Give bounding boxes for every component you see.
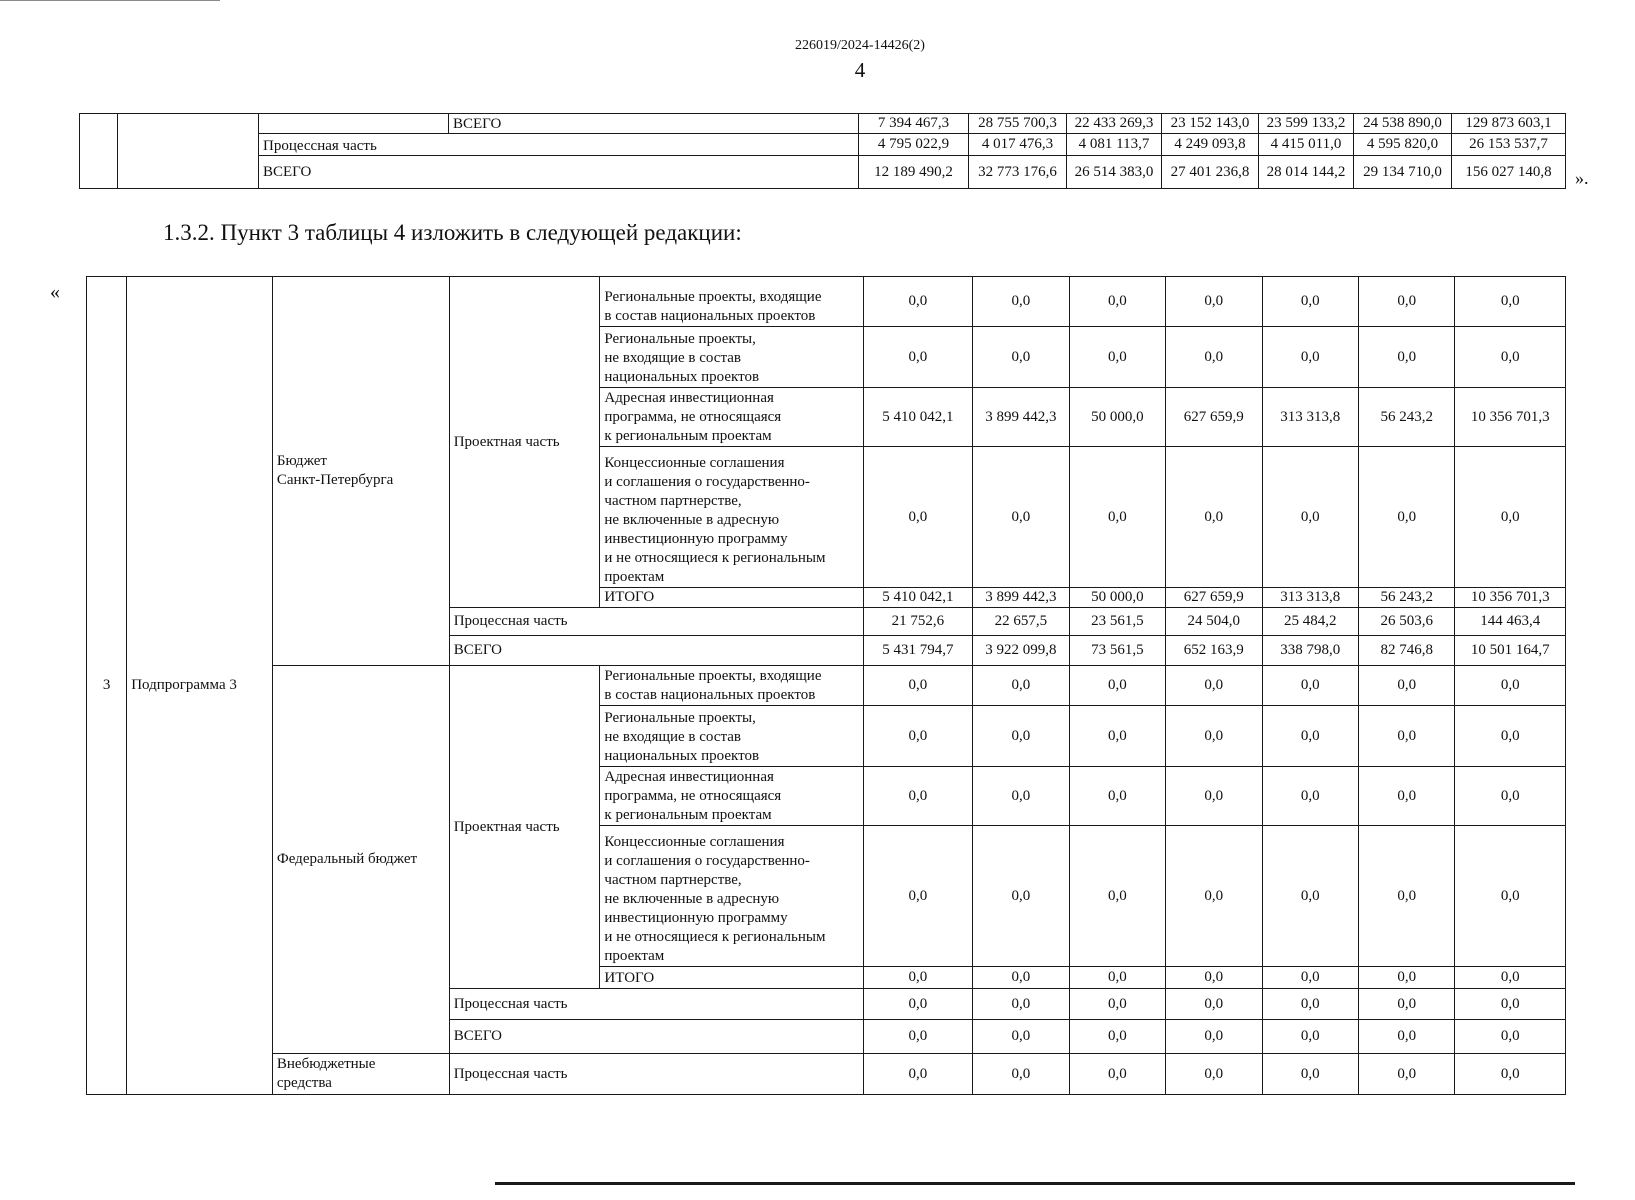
value-cell: 627 659,9 bbox=[1166, 588, 1262, 608]
value-cell: 0,0 bbox=[1166, 327, 1262, 388]
value-cell: 12 189 490,2 bbox=[859, 156, 969, 189]
value-cell: 0,0 bbox=[973, 666, 1069, 706]
subprogram-funding-table bbox=[86, 276, 1566, 1095]
value-cell: 0,0 bbox=[1166, 989, 1262, 1020]
value-cell: 22 433 269,3 bbox=[1067, 114, 1162, 134]
value-cell: 0,0 bbox=[1262, 767, 1358, 826]
value-cell: 4 415 011,0 bbox=[1259, 134, 1354, 156]
continuation-table bbox=[79, 113, 1566, 189]
value-cell: 0,0 bbox=[863, 1020, 973, 1054]
value-cell: 0,0 bbox=[973, 447, 1069, 588]
value-cell: 0,0 bbox=[973, 277, 1069, 327]
value-cell: 3 922 099,8 bbox=[973, 636, 1069, 666]
value-cell: 27 401 236,8 bbox=[1162, 156, 1259, 189]
value-cell: 0,0 bbox=[1069, 826, 1165, 967]
value-cell: 0,0 bbox=[1262, 277, 1358, 327]
blank-cell bbox=[259, 114, 449, 134]
value-cell: 0,0 bbox=[863, 967, 973, 989]
value-cell: 0,0 bbox=[1262, 989, 1358, 1020]
value-cell: 0,0 bbox=[1455, 706, 1566, 767]
value-cell: 313 313,8 bbox=[1262, 388, 1358, 447]
value-cell: 0,0 bbox=[1166, 767, 1262, 826]
value-cell: 0,0 bbox=[1069, 666, 1165, 706]
row-label: ВСЕГО bbox=[259, 156, 859, 189]
total-label: ВСЕГО bbox=[449, 1020, 863, 1054]
value-cell: 4 795 022,9 bbox=[859, 134, 969, 156]
page-number: 4 bbox=[854, 58, 866, 82]
opening-quote: « bbox=[50, 281, 60, 303]
value-cell: 0,0 bbox=[863, 447, 973, 588]
value-cell: 29 134 710,0 bbox=[1354, 156, 1452, 189]
value-cell: 50 000,0 bbox=[1069, 388, 1165, 447]
project-category-label: Концессионные соглашения и соглашения о государственно- частном партнерстве, не включенные в адресную инвестиционную программу и не относящиеся к региональным проектам bbox=[600, 447, 863, 588]
value-cell: 56 243,2 bbox=[1358, 388, 1454, 447]
value-cell: 4 081 113,7 bbox=[1067, 134, 1162, 156]
value-cell: 0,0 bbox=[1069, 767, 1165, 826]
value-cell: 0,0 bbox=[1069, 989, 1165, 1020]
project-category-label: Адресная инвестиционная программа, не относящаяся к региональным проектам bbox=[600, 767, 863, 826]
value-cell: 0,0 bbox=[1262, 447, 1358, 588]
project-category-label: Адресная инвестиционная программа, не относящаяся к региональным проектам bbox=[600, 388, 863, 447]
value-cell: 0,0 bbox=[1262, 706, 1358, 767]
value-cell: 0,0 bbox=[1455, 989, 1566, 1020]
project-part-cell: Проектная часть bbox=[449, 277, 600, 608]
value-cell: 10 356 701,3 bbox=[1455, 388, 1566, 447]
value-cell: 0,0 bbox=[1262, 666, 1358, 706]
value-cell: 4 017 476,3 bbox=[969, 134, 1067, 156]
value-cell: 0,0 bbox=[973, 767, 1069, 826]
value-cell: 0,0 bbox=[973, 967, 1069, 989]
value-cell: 0,0 bbox=[1262, 1054, 1358, 1095]
value-cell: 0,0 bbox=[1166, 277, 1262, 327]
value-cell: 0,0 bbox=[1455, 826, 1566, 967]
value-cell: 5 410 042,1 bbox=[863, 588, 973, 608]
document-number: 226019/2024-14426(2) bbox=[795, 38, 925, 53]
value-cell: 22 657,5 bbox=[973, 608, 1069, 636]
row-label: Процессная часть bbox=[259, 134, 859, 156]
value-cell: 0,0 bbox=[863, 989, 973, 1020]
value-cell: 0,0 bbox=[973, 1020, 1069, 1054]
value-cell: 0,0 bbox=[1358, 666, 1454, 706]
value-cell: 156 027 140,8 bbox=[1452, 156, 1566, 189]
funding-source-cell: Бюджет Санкт-Петербурга bbox=[272, 277, 449, 666]
value-cell: 0,0 bbox=[1069, 447, 1165, 588]
value-cell: 0,0 bbox=[863, 1054, 973, 1095]
value-cell: 0,0 bbox=[1455, 1054, 1566, 1095]
table-row bbox=[87, 277, 1566, 327]
value-cell: 627 659,9 bbox=[1166, 388, 1262, 447]
value-cell: 0,0 bbox=[1358, 327, 1454, 388]
value-cell: 0,0 bbox=[863, 277, 973, 327]
value-cell: 0,0 bbox=[1262, 826, 1358, 967]
value-cell: 23 599 133,2 bbox=[1259, 114, 1354, 134]
value-cell: 0,0 bbox=[973, 706, 1069, 767]
project-category-label: Концессионные соглашения и соглашения о государственно- частном партнерстве, не включенные в адресную инвестиционную программу и не относящиеся к региональным проектам bbox=[600, 826, 863, 967]
value-cell: 0,0 bbox=[1455, 277, 1566, 327]
value-cell: 5 431 794,7 bbox=[863, 636, 973, 666]
value-cell: 0,0 bbox=[1069, 967, 1165, 989]
value-cell: 0,0 bbox=[1358, 706, 1454, 767]
value-cell: 4 249 093,8 bbox=[1162, 134, 1259, 156]
closing-quote: ». bbox=[1575, 168, 1589, 188]
process-part-label: Процессная часть bbox=[449, 608, 863, 636]
value-cell: 3 899 442,3 bbox=[973, 388, 1069, 447]
value-cell: 0,0 bbox=[1069, 706, 1165, 767]
value-cell: 28 755 700,3 bbox=[969, 114, 1067, 134]
value-cell: 26 503,6 bbox=[1358, 608, 1454, 636]
value-cell: 25 484,2 bbox=[1262, 608, 1358, 636]
table-row bbox=[87, 666, 1566, 706]
project-part-cell: Проектная часть bbox=[449, 666, 600, 989]
value-cell: 32 773 176,6 bbox=[969, 156, 1067, 189]
value-cell: 50 000,0 bbox=[1069, 588, 1165, 608]
value-cell: 3 899 442,3 bbox=[973, 588, 1069, 608]
value-cell: 0,0 bbox=[1455, 327, 1566, 388]
value-cell: 0,0 bbox=[1455, 967, 1566, 989]
value-cell: 0,0 bbox=[863, 666, 973, 706]
project-category-label: Региональные проекты, не входящие в состав национальных проектов bbox=[600, 327, 863, 388]
value-cell: 7 394 467,3 bbox=[859, 114, 969, 134]
value-cell: 0,0 bbox=[1166, 967, 1262, 989]
value-cell: 0,0 bbox=[863, 767, 973, 826]
value-cell: 129 873 603,1 bbox=[1452, 114, 1566, 134]
value-cell: 4 595 820,0 bbox=[1354, 134, 1452, 156]
value-cell: 0,0 bbox=[1166, 826, 1262, 967]
value-cell: 0,0 bbox=[863, 706, 973, 767]
table-row bbox=[80, 134, 1566, 156]
value-cell: 0,0 bbox=[1358, 277, 1454, 327]
value-cell: 0,0 bbox=[1069, 327, 1165, 388]
value-cell: 0,0 bbox=[863, 327, 973, 388]
value-cell: 313 313,8 bbox=[1262, 588, 1358, 608]
value-cell: 338 798,0 bbox=[1262, 636, 1358, 666]
subtotal-label: ИТОГО bbox=[600, 588, 863, 608]
table-row bbox=[80, 156, 1566, 189]
value-cell: 26 514 383,0 bbox=[1067, 156, 1162, 189]
section-heading: 1.3.2. Пункт 3 таблицы 4 изложить в следующей редакции: bbox=[163, 220, 742, 245]
value-cell: 0,0 bbox=[1166, 706, 1262, 767]
value-cell: 0,0 bbox=[1262, 1020, 1358, 1054]
value-cell: 0,0 bbox=[1358, 826, 1454, 967]
value-cell: 0,0 bbox=[1358, 767, 1454, 826]
value-cell: 0,0 bbox=[973, 327, 1069, 388]
value-cell: 0,0 bbox=[1069, 1020, 1165, 1054]
value-cell: 0,0 bbox=[1358, 447, 1454, 588]
total-label: ВСЕГО bbox=[449, 636, 863, 666]
value-cell: 0,0 bbox=[1358, 989, 1454, 1020]
process-part-label: Процессная часть bbox=[449, 989, 863, 1020]
value-cell: 0,0 bbox=[973, 1054, 1069, 1095]
subtotal-label: ИТОГО bbox=[600, 967, 863, 989]
value-cell: 0,0 bbox=[1166, 666, 1262, 706]
value-cell: 82 746,8 bbox=[1358, 636, 1454, 666]
value-cell: 10 356 701,3 bbox=[1455, 588, 1566, 608]
value-cell: 0,0 bbox=[1166, 447, 1262, 588]
value-cell: 26 153 537,7 bbox=[1452, 134, 1566, 156]
page-footer-line bbox=[495, 1182, 1575, 1185]
item-number-cell: 3 bbox=[87, 277, 127, 1095]
value-cell: 0,0 bbox=[1166, 1020, 1262, 1054]
value-cell: 0,0 bbox=[973, 989, 1069, 1020]
table-row bbox=[80, 114, 1566, 134]
process-part-label: Процессная часть bbox=[449, 1054, 863, 1095]
value-cell: 0,0 bbox=[1455, 447, 1566, 588]
project-category-label: Региональные проекты, не входящие в состав национальных проектов bbox=[600, 706, 863, 767]
value-cell: 24 504,0 bbox=[1166, 608, 1262, 636]
funding-source-cell: Федеральный бюджет bbox=[272, 666, 449, 1054]
value-cell: 23 561,5 bbox=[1069, 608, 1165, 636]
value-cell: 0,0 bbox=[1262, 327, 1358, 388]
value-cell: 0,0 bbox=[1069, 277, 1165, 327]
value-cell: 23 152 143,0 bbox=[1162, 114, 1259, 134]
value-cell: 0,0 bbox=[1455, 1020, 1566, 1054]
value-cell: 0,0 bbox=[1166, 1054, 1262, 1095]
value-cell: 0,0 bbox=[1358, 1020, 1454, 1054]
value-cell: 10 501 164,7 bbox=[1455, 636, 1566, 666]
value-cell: 0,0 bbox=[1455, 666, 1566, 706]
item-name-cell: Подпрограмма 3 bbox=[127, 277, 273, 1095]
value-cell: 0,0 bbox=[1358, 1054, 1454, 1095]
value-cell: 0,0 bbox=[1069, 1054, 1165, 1095]
value-cell: 0,0 bbox=[1455, 767, 1566, 826]
value-cell: 24 538 890,0 bbox=[1354, 114, 1452, 134]
blank-cell bbox=[80, 114, 118, 189]
project-category-label: Региональные проекты, входящие в состав национальных проектов bbox=[600, 277, 863, 327]
value-cell: 144 463,4 bbox=[1455, 608, 1566, 636]
value-cell: 73 561,5 bbox=[1069, 636, 1165, 666]
value-cell: 0,0 bbox=[1262, 967, 1358, 989]
value-cell: 5 410 042,1 bbox=[863, 388, 973, 447]
funding-source-cell: Внебюджетные средства bbox=[272, 1054, 449, 1095]
value-cell: 56 243,2 bbox=[1358, 588, 1454, 608]
value-cell: 21 752,6 bbox=[863, 608, 973, 636]
row-label: ВСЕГО bbox=[449, 114, 859, 134]
value-cell: 0,0 bbox=[973, 826, 1069, 967]
value-cell: 0,0 bbox=[863, 826, 973, 967]
table-row bbox=[87, 1054, 1566, 1095]
page-edge-line bbox=[0, 0, 220, 1]
value-cell: 28 014 144,2 bbox=[1259, 156, 1354, 189]
project-category-label: Региональные проекты, входящие в состав национальных проектов bbox=[600, 666, 863, 706]
blank-cell bbox=[118, 114, 259, 189]
value-cell: 0,0 bbox=[1358, 967, 1454, 989]
value-cell: 652 163,9 bbox=[1166, 636, 1262, 666]
